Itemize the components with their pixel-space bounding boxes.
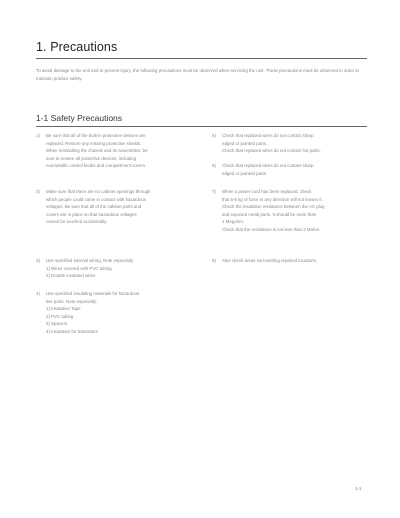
item-line: that 5-6 kg of force in any direction will not loosen it. xyxy=(222,196,323,202)
chapter-number: 1. xyxy=(36,40,47,54)
precaution-item xyxy=(36,188,189,226)
item-number: 4) xyxy=(36,291,40,296)
precaution-item xyxy=(212,188,365,233)
page-number: 1-1 xyxy=(355,486,362,491)
item-number: 3) xyxy=(36,258,40,263)
section-number: 1-1 xyxy=(36,113,49,123)
item-subline: 2) Double insulated wires xyxy=(46,273,96,278)
intro-paragraph: To avoid damage to the unit and to prevent injury, the following precautions must be observed when servicing the unit. These precautions must be observed in order to maintain product safety. xyxy=(36,68,359,81)
item-line: Also check areas surrounding repaired locations. xyxy=(222,258,317,263)
item-number: 2) xyxy=(36,189,40,194)
item-number: 8) xyxy=(212,258,216,263)
precaution-item xyxy=(36,257,189,280)
item-line: Use specified insulating materials for hazardous xyxy=(46,291,140,296)
item-subline: 1) Wires covered with PVC tubing xyxy=(46,265,112,271)
item-line: When reinstalling the chassis and its assemblies, be xyxy=(46,148,148,153)
item-number: 1) xyxy=(36,133,40,138)
item-line: edged or pointed parts. xyxy=(222,170,268,176)
item-line: Check that replaced wires do not contact sharp xyxy=(222,163,314,168)
item-line: and exposed metal parts. It should be more than xyxy=(222,211,317,217)
item-line: cannot be touched accidentally. xyxy=(46,219,108,224)
item-line: replaced. Restore any missing protective shields. xyxy=(46,140,142,146)
item-line: voltages. Be sure that all of the cabinet parts and xyxy=(46,204,142,209)
item-line: Make sure that there are no cabinet openings through xyxy=(46,189,151,194)
item-line: Check that replaced wires do not contact hot parts. xyxy=(222,148,321,153)
section-name: Safety Precautions xyxy=(50,113,123,123)
item-line: Check that the resistance is not less than 2 Mohm. xyxy=(222,226,321,232)
item-line: nonmetallic control knobs and compartment covers. xyxy=(46,163,147,168)
item-subline: 1) Insulation Tape xyxy=(46,306,81,311)
item-line: 1 Megohm. xyxy=(222,219,244,224)
chapter-rule xyxy=(36,58,367,59)
item-subline: 3) Spacers xyxy=(46,321,68,326)
item-number: 6) xyxy=(212,163,216,168)
item-line: which people could come in contact with hazardous xyxy=(46,196,147,202)
item-number: 5) xyxy=(212,133,216,138)
section-title xyxy=(36,113,122,123)
item-line: Use specified internal wiring. Note especially: xyxy=(46,258,135,263)
item-subline: 2) PVC tubing xyxy=(46,313,74,319)
precaution-item xyxy=(36,290,189,335)
item-line: Check the insulation resistance between the AC plug xyxy=(222,204,325,209)
item-subline: 4) Insulators for transistors xyxy=(46,328,98,334)
item-line: edged or pointed parts. xyxy=(222,140,268,146)
item-number: 7) xyxy=(212,189,216,194)
item-line: Check that replaced wires do not contact sharp xyxy=(222,133,314,138)
precaution-item xyxy=(212,257,365,265)
precaution-item xyxy=(212,162,365,177)
chapter-title xyxy=(36,40,117,54)
section-rule xyxy=(36,126,367,127)
precaution-item xyxy=(212,132,365,155)
item-line: covers are in place so that hazardous voltages xyxy=(46,211,137,217)
item-line: sure to restore all protective devices, including xyxy=(46,155,137,161)
item-line: Be sure that all of the built-in protective devices are xyxy=(46,133,146,138)
item-line: When a power cord has been replaced, check xyxy=(222,189,312,194)
precaution-item xyxy=(36,132,189,170)
chapter-name: Precautions xyxy=(50,40,118,54)
item-line: live parts. Note especially: xyxy=(46,298,98,304)
